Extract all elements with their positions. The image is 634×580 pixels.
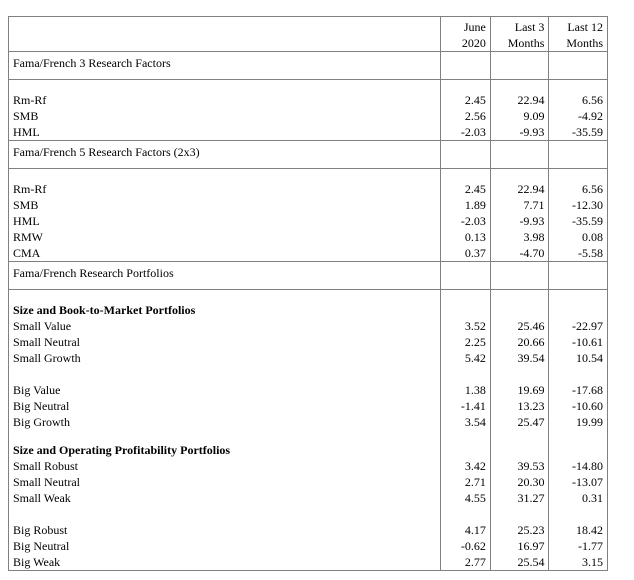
row-label: CMA — [13, 246, 41, 260]
header-june-2020 — [441, 17, 491, 52]
row-value: -17.68 — [572, 383, 603, 397]
row-label: Big Value — [13, 383, 61, 397]
row-value: 9.09 — [523, 109, 545, 123]
spacer — [495, 169, 545, 181]
row-value: 4.55 — [464, 491, 486, 505]
row-value: 25.46 — [517, 319, 545, 333]
spacer — [495, 506, 545, 522]
row-label: Big Neutral — [13, 539, 70, 553]
section-values-col-3 — [549, 80, 608, 141]
header-blank-cell — [9, 17, 441, 52]
spacer — [553, 506, 603, 522]
spacer — [445, 506, 486, 522]
row-value: 7.71 — [523, 198, 545, 212]
section-title: Fama/French 5 Research Factors (2x3) — [9, 141, 441, 169]
row-value: -4.70 — [519, 246, 545, 260]
row-value: 19.69 — [517, 383, 545, 397]
header-last-3-months — [490, 17, 549, 52]
section-labels-cell — [9, 80, 441, 141]
spacer — [495, 80, 545, 92]
section-content-row — [9, 169, 608, 262]
row-value: -2.03 — [460, 214, 486, 228]
subtitle-blank — [553, 302, 603, 318]
section-values-col-2 — [490, 169, 549, 262]
section-title-blank-cell — [441, 52, 491, 80]
section-content-row — [9, 290, 608, 571]
row-value: 2.77 — [464, 555, 486, 569]
row-value: 2.45 — [464, 93, 486, 107]
header-row — [9, 17, 608, 52]
spacer — [13, 169, 436, 181]
subtitle-blank — [445, 302, 486, 318]
subtitle-blank — [495, 302, 545, 318]
row-value: -22.97 — [572, 319, 603, 333]
row-value: 0.13 — [464, 230, 486, 244]
row-label: Small Growth — [13, 351, 81, 365]
row-value: 0.37 — [464, 246, 486, 260]
section-title-blank-cell — [490, 141, 549, 169]
returns-table — [8, 16, 608, 571]
header-line: 2020 — [461, 36, 486, 50]
row-value: 18.42 — [576, 523, 603, 537]
section-title: Fama/French Research Portfolios — [9, 262, 441, 290]
row-value: -12.30 — [572, 198, 603, 212]
row-value: -13.07 — [572, 475, 603, 489]
group-subtitle: Size and Book-to-Market Portfolios — [13, 303, 196, 317]
row-label: Big Weak — [13, 555, 61, 569]
section-title-row — [9, 52, 608, 80]
row-label: Big Robust — [13, 523, 68, 537]
row-value: 19.99 — [576, 415, 603, 429]
row-value: 6.56 — [582, 182, 603, 196]
spacer — [553, 366, 603, 382]
section-title-blank-cell — [441, 141, 491, 169]
row-value: 25.47 — [517, 415, 545, 429]
row-value: -1.77 — [578, 539, 603, 553]
row-label: Small Neutral — [13, 335, 80, 349]
subtitle-blank — [445, 442, 486, 458]
row-value: -10.61 — [572, 335, 603, 349]
row-value: 2.71 — [464, 475, 486, 489]
section-values-col-1 — [441, 80, 491, 141]
row-value: -4.92 — [578, 109, 603, 123]
row-label: Big Neutral — [13, 399, 70, 413]
group-subtitle: Size and Operating Profitability Portfolios — [13, 443, 231, 457]
row-value: 6.56 — [582, 93, 603, 107]
spacer — [495, 430, 545, 442]
row-value: -2.03 — [460, 125, 486, 139]
row-value: -35.59 — [572, 125, 603, 139]
header-line: June — [463, 20, 486, 34]
subtitle-blank — [553, 442, 603, 458]
spacer — [553, 430, 603, 442]
row-label: Small Neutral — [13, 475, 80, 489]
spacer — [553, 290, 603, 302]
row-value: 31.27 — [517, 491, 545, 505]
header-line: Last 3 — [514, 20, 545, 34]
row-value: 5.42 — [464, 351, 486, 365]
spacer — [13, 366, 436, 382]
row-value: 25.23 — [517, 523, 545, 537]
section-title-blank-cell — [549, 141, 608, 169]
spacer — [445, 80, 486, 92]
row-value: -9.93 — [519, 125, 545, 139]
spacer — [13, 430, 436, 442]
spacer — [445, 366, 486, 382]
spacer — [553, 169, 603, 181]
row-value: 0.08 — [582, 230, 603, 244]
row-value: 3.98 — [523, 230, 545, 244]
row-label: Small Robust — [13, 459, 79, 473]
row-value: -9.93 — [519, 214, 545, 228]
row-value: 3.54 — [464, 415, 486, 429]
row-label: SMB — [13, 109, 39, 123]
spacer — [445, 169, 486, 181]
row-label: Small Weak — [13, 491, 71, 505]
spacer — [553, 80, 603, 92]
section-title-blank-cell — [490, 262, 549, 290]
row-value: 1.89 — [464, 198, 486, 212]
row-value: -10.60 — [572, 399, 603, 413]
section-title-row — [9, 141, 608, 169]
row-label: HML — [13, 125, 40, 139]
row-value: 39.54 — [517, 351, 545, 365]
row-value: 22.94 — [517, 93, 545, 107]
section-values-col-1 — [441, 169, 491, 262]
row-value: 10.54 — [576, 351, 603, 365]
spacer — [13, 506, 436, 522]
section-values-col-3 — [549, 169, 608, 262]
row-value: 4.17 — [464, 523, 486, 537]
section-labels-cell — [9, 290, 441, 571]
section-title-blank-cell — [549, 52, 608, 80]
section-values-col-1 — [441, 290, 491, 571]
row-label: HML — [13, 214, 40, 228]
spacer — [495, 366, 545, 382]
row-value: 16.97 — [517, 539, 545, 553]
row-value: 2.45 — [464, 182, 486, 196]
spacer — [13, 290, 436, 302]
row-value: -35.59 — [572, 214, 603, 228]
row-value: 20.30 — [517, 475, 545, 489]
row-value: -0.62 — [460, 539, 486, 553]
row-value: 3.52 — [464, 319, 486, 333]
row-label: Small Value — [13, 319, 72, 333]
row-value: 3.15 — [582, 555, 603, 569]
section-values-col-2 — [490, 290, 549, 571]
row-label: Rm-Rf — [13, 182, 47, 196]
row-value: 3.42 — [464, 459, 486, 473]
section-title-blank-cell — [441, 262, 491, 290]
row-value: 0.31 — [582, 491, 603, 505]
row-value: 2.56 — [464, 109, 486, 123]
row-value: -1.41 — [460, 399, 486, 413]
header-line: Months — [507, 36, 545, 50]
row-value: 39.53 — [517, 459, 545, 473]
spacer — [13, 80, 436, 92]
section-values-col-3 — [549, 290, 608, 571]
row-value: 25.54 — [517, 555, 545, 569]
spacer — [445, 290, 486, 302]
spacer — [495, 290, 545, 302]
row-label: Big Growth — [13, 415, 70, 429]
section-content-row — [9, 80, 608, 141]
section-title-row — [9, 262, 608, 290]
row-value: 13.23 — [517, 399, 545, 413]
section-labels-cell — [9, 169, 441, 262]
section-values-col-2 — [490, 80, 549, 141]
row-label: SMB — [13, 198, 39, 212]
subtitle-blank — [495, 442, 545, 458]
row-value: -5.58 — [578, 246, 603, 260]
row-value: 2.25 — [464, 335, 486, 349]
header-last-12-months — [549, 17, 608, 52]
section-title-blank-cell — [549, 262, 608, 290]
row-value: 20.66 — [517, 335, 545, 349]
section-title-blank-cell — [490, 52, 549, 80]
row-label: Rm-Rf — [13, 93, 47, 107]
section-title: Fama/French 3 Research Factors — [9, 52, 441, 80]
spacer — [445, 430, 486, 442]
row-value: 22.94 — [517, 182, 545, 196]
row-label: RMW — [13, 230, 43, 244]
row-value: 1.38 — [464, 383, 486, 397]
row-value: -14.80 — [572, 459, 603, 473]
header-line: Months — [566, 36, 603, 50]
header-line: Last 12 — [567, 20, 603, 34]
returns-table-body — [9, 17, 608, 571]
